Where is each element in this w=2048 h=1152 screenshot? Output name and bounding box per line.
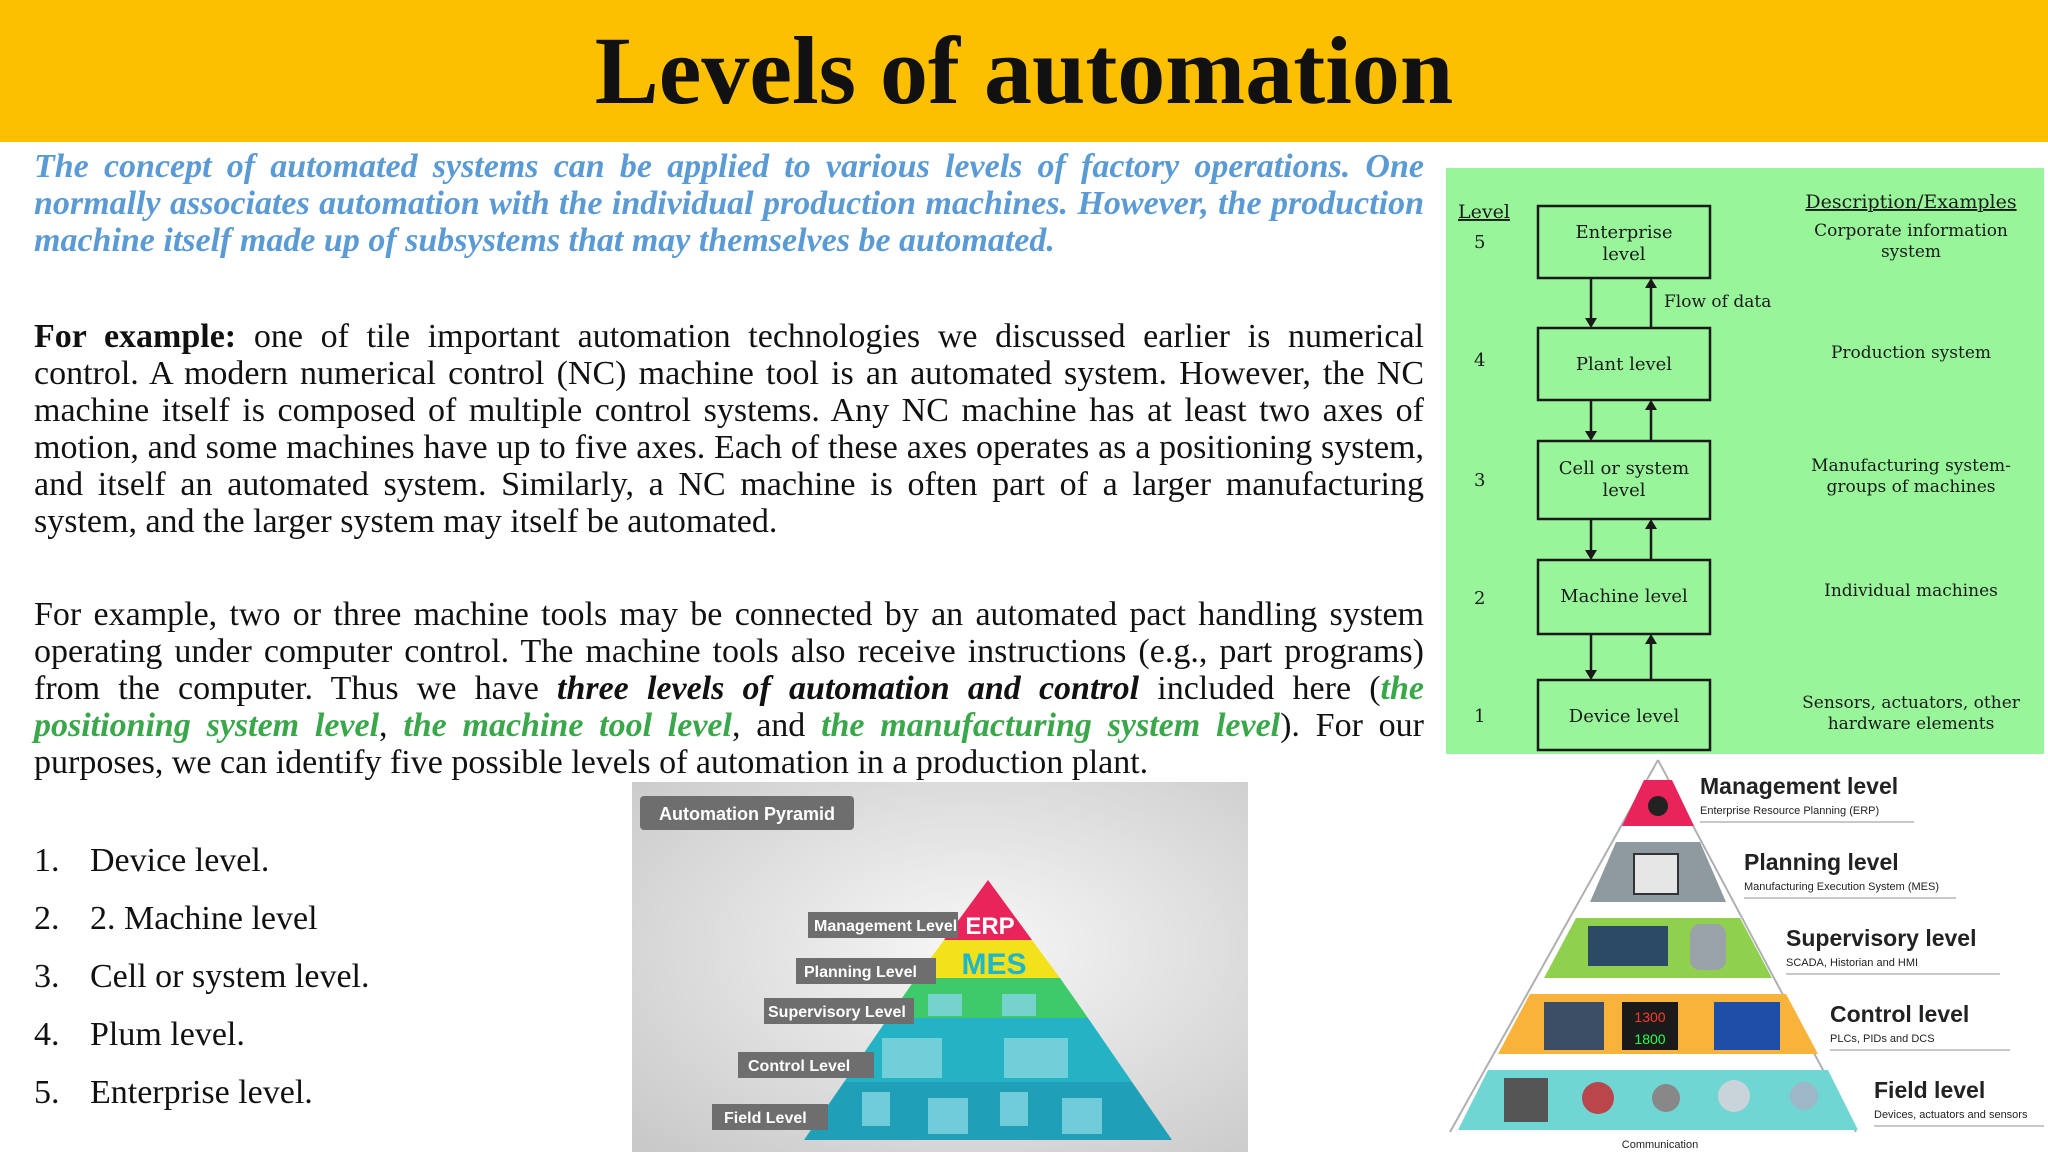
level-number: 4 — [1474, 350, 1486, 371]
device-box-label: Device level — [1568, 706, 1680, 727]
list-label: Cell or system level. — [90, 958, 370, 995]
field-level-label: Field Level — [724, 1110, 807, 1127]
example2-text-a: For example, two or three machine tools may be connected by an automated pact handling system operating under computer control. The machine tools also receive instructions (e.g., part programs) from the computer. Thus we have — [34, 596, 1424, 707]
cell-description: Manufacturing system-groups of machines — [1811, 456, 2011, 497]
intro-paragraph: The concept of automated systems can be applied to various levels of factory operations. One normally associates automation with the individual production machines. However, the production machine itself made up of subsystems that may themselves be automated. — [34, 148, 1424, 259]
list-label: Device level. — [90, 842, 270, 879]
levels-diagram — [1446, 168, 2044, 754]
level-number: 2 — [1474, 588, 1486, 609]
planning-level-label: Planning Level — [804, 964, 917, 981]
motor-icon — [1504, 1078, 1548, 1122]
pid-display-1: 1300 — [1634, 1009, 1666, 1025]
level-number: 3 — [1474, 470, 1486, 491]
positioning-system-level: the positioning system level — [34, 670, 1424, 744]
level-header: Level — [1458, 201, 1510, 223]
example-lead: For example: — [34, 318, 237, 355]
database-icon — [1690, 924, 1726, 970]
plant-description: Production system — [1830, 343, 1992, 363]
supervisory-level-sub: SCADA, Historian and HMI — [1786, 957, 1919, 969]
list-item — [34, 832, 370, 890]
flow-of-data-label: Flow of data — [1664, 292, 1772, 312]
example-paragraph-1 — [34, 318, 1424, 540]
manager-icon — [1648, 796, 1668, 816]
levels-list — [34, 832, 370, 1122]
mes-label: MES — [961, 948, 1027, 981]
device-description: Sensors, actuators, other hardware elements — [1802, 693, 2020, 734]
example-paragraph-2 — [34, 596, 1424, 781]
planning-level-title: Planning level — [1744, 849, 1899, 875]
scada-icon — [1588, 926, 1668, 966]
supervisory-level-label: Supervisory Level — [768, 1004, 906, 1021]
list-number: 4. — [34, 1016, 60, 1053]
flowmeter-icon — [1790, 1082, 1818, 1110]
pid-display-2: 1800 — [1634, 1031, 1666, 1047]
description-header: Description/Examples — [1805, 191, 2017, 213]
control-level-title: Control level — [1830, 1001, 1970, 1027]
example-text-1: one of tile important automation technologies we discussed earlier is numerical control. A modern numerical control (NC) machine tool is an automated system. However, the NC machine itself is composed of multiple control systems. Any NC machine has at least two axes of motion, and some machines have up to five axes. Each of these axes operates as a positioning system, and itself an automated system. Similarly, a NC machine is often part of a larger manufacturing system, and the larger system may itself be automated. — [34, 318, 1424, 540]
cell-box-label: Cell or system level — [1558, 458, 1690, 501]
machine-description: Individual machines — [1824, 581, 1998, 601]
example2-text-e: ). For our purposes, we can identify five possible levels of automation in a production plant. — [34, 707, 1424, 781]
management-level-sub: Enterprise Resource Planning (ERP) — [1700, 805, 1880, 817]
plant-box-label: Plant level — [1575, 354, 1673, 375]
plc-icon — [1544, 1002, 1604, 1050]
example2-text-b: included here ( — [1139, 670, 1381, 707]
list-item — [34, 948, 370, 1006]
calendar-icon — [1634, 854, 1678, 894]
erp-label: ERP — [965, 913, 1015, 940]
list-number: 3. — [34, 958, 60, 995]
list-label: Enterprise level. — [90, 1074, 313, 1111]
valve-icon — [1582, 1082, 1614, 1114]
list-number: 5. — [34, 1074, 60, 1111]
slide-title: Levels of automation — [594, 17, 1454, 124]
dcs-icon — [1714, 1002, 1780, 1050]
control-level-sub: PLCs, PIDs and DCS — [1830, 1033, 1935, 1045]
gauge-icon — [1718, 1080, 1750, 1112]
example2-text-d: , and — [731, 707, 822, 744]
example2-text-c: , — [379, 707, 404, 744]
list-item — [34, 1064, 370, 1122]
enterprise-box-label: Enterprise level — [1575, 222, 1673, 265]
field-level-sub: Devices, actuators and sensors — [1874, 1109, 2028, 1121]
pyramid-tag: Automation Pyramid — [658, 804, 836, 824]
list-number: 2. — [34, 900, 60, 937]
supervisory-level-title: Supervisory level — [1786, 925, 1977, 951]
field-tier — [804, 1082, 1172, 1140]
manufacturing-system-level: the manufacturing system level — [821, 707, 1281, 744]
control-level-label: Control Level — [748, 1058, 851, 1075]
machine-tool-level: the machine tool level — [403, 707, 732, 744]
planning-level-sub: Manufacturing Execution System (MES) — [1744, 881, 1940, 893]
management-level-title: Management level — [1700, 773, 1899, 799]
right-pyramid-image — [1444, 756, 2048, 1152]
list-number: 1. — [34, 842, 60, 879]
field-level-title: Field level — [1874, 1077, 1986, 1103]
level-number: 5 — [1474, 232, 1486, 253]
sensor-icon — [1652, 1084, 1680, 1112]
level-number: 1 — [1474, 706, 1486, 727]
enterprise-description: Corporate information system — [1814, 221, 2008, 262]
list-item — [34, 890, 370, 948]
example2-bold: three levels of automation and control — [557, 670, 1140, 707]
list-label: 2. Machine level — [90, 900, 318, 937]
list-item — [34, 1006, 370, 1064]
management-level-label: Management Level — [814, 918, 958, 935]
list-label: Plum level. — [90, 1016, 245, 1053]
machine-box-label: Machine level — [1560, 586, 1688, 607]
automation-pyramid-image — [632, 782, 1248, 1152]
communication-label: Communication — [1621, 1139, 1699, 1151]
